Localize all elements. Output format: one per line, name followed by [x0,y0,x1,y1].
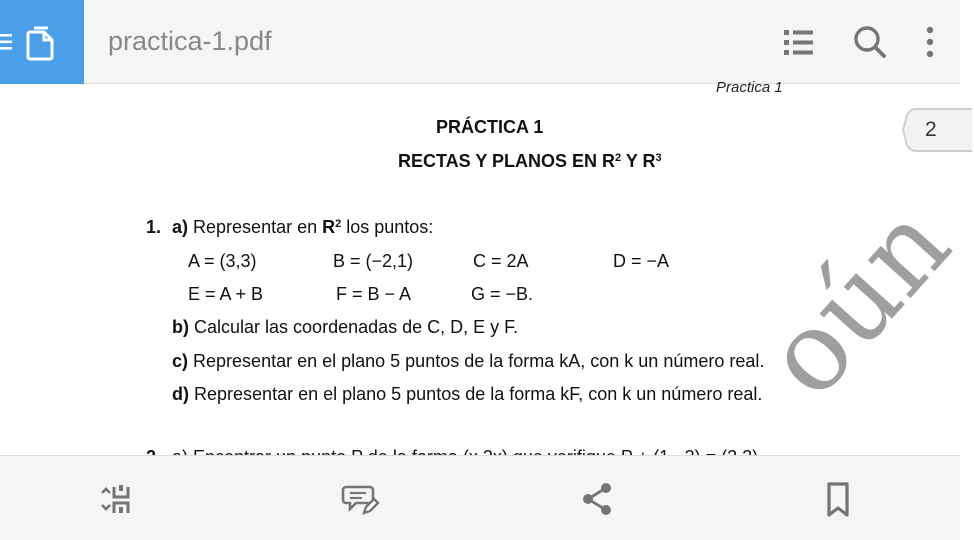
watermark: oún [740,180,974,421]
bottom-action-bar [0,455,960,540]
document-copy-icon [0,22,84,62]
more-vert-icon[interactable] [910,22,950,62]
item-a: a) Representar en $R^2$ los puntos: [172,217,434,237]
point-e: E = A + B [188,284,264,304]
share-icon[interactable] [578,479,618,519]
point-b: B = (−2,1) [333,251,414,271]
top-app-bar [0,0,960,84]
point-c: C = 2A [473,251,529,271]
outline-list-icon[interactable] [778,22,818,62]
pdf-page-view[interactable] [0,79,974,455]
comment-edit-icon[interactable] [340,479,380,519]
item-b: b) Calcular las coordenadas de C, D, E y F. [172,317,519,337]
point-a: A = (3,3) [188,251,257,271]
item-d: d) Representar en el plano 5 puntos de la forma kF, con k un número real. [172,384,763,404]
point-d: D = −A [613,251,670,271]
page-number: 2 [925,118,937,141]
point-g: G = −B. [471,284,534,304]
search-icon[interactable] [850,22,890,62]
item-c: c) Representar en el plano 5 puntos de la forma kA, con k un número real. [172,351,765,371]
bookmark-icon[interactable] [818,479,858,519]
point-f: F = B − A [336,284,412,304]
app-menu-tile[interactable] [0,0,84,84]
file-name-title: practica-1.pdf [108,26,272,56]
running-head: Practica 1 [716,79,783,96]
page-subtitle: RECTAS Y PLANOS EN $R^2$ Y $R^3$ [398,151,662,171]
question-number: 1. [146,217,162,237]
page-number-badge[interactable] [902,107,972,153]
page-title: PRÁCTICA 1 [436,117,544,137]
reflow-icon[interactable] [98,479,138,519]
